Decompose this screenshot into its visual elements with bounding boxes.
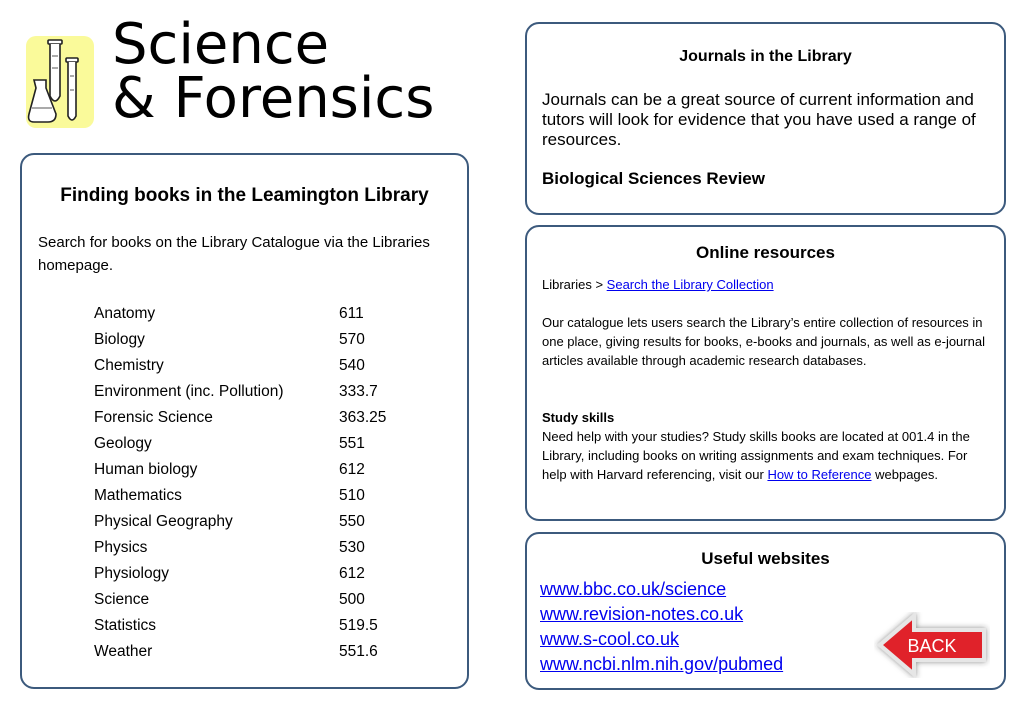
subject-classmark: 612 (339, 565, 365, 582)
books-panel (20, 153, 469, 689)
website-link-ncbi-pubmed[interactable]: www.ncbi.nlm.nih.gov/pubmed (540, 654, 784, 674)
useful-websites-title: Useful websites (701, 549, 830, 568)
website-list-item (540, 602, 783, 627)
subject-classmark: 530 (339, 539, 365, 556)
table-row (94, 327, 386, 353)
search-library-collection-link[interactable]: Search the Library Collection (606, 277, 774, 292)
table-row (94, 561, 386, 587)
books-intro-text: Search for books on the Library Catalogue via the Libraries homepage. (38, 234, 430, 274)
table-row (94, 431, 386, 457)
subject-name: Geology (94, 435, 152, 452)
study-skills-text (542, 427, 994, 484)
subject-classmark: 540 (339, 357, 365, 374)
subject-name: Human biology (94, 461, 198, 478)
table-row (94, 509, 386, 535)
journals-text: Journals can be a great source of current information and tutors will look for evidence that you have used a range of resources. (542, 90, 976, 149)
website-list-item (540, 627, 783, 652)
journals-panel-title: Journals in the Library (679, 48, 852, 65)
table-row (94, 639, 386, 665)
subject-name: Mathematics (94, 487, 182, 504)
website-link-revision-notes[interactable]: www.revision-notes.co.uk (540, 604, 744, 624)
online-resources-panel (525, 225, 1006, 521)
subject-classmark: 510 (339, 487, 365, 504)
subject-name: Statistics (94, 617, 157, 634)
breadcrumb-prefix: Libraries > (542, 277, 607, 292)
subject-classmark: 363.25 (339, 409, 387, 426)
subject-name: Physiology (94, 565, 169, 582)
subject-classmark: 611 (339, 305, 364, 322)
subject-classmark: 333.7 (339, 383, 378, 400)
study-skills-heading: Study skills (542, 410, 615, 425)
subject-name: Weather (94, 643, 153, 660)
subject-classmark: 500 (339, 591, 365, 608)
subject-classmark: 551.6 (339, 643, 378, 660)
subject-name: Physics (94, 539, 148, 556)
table-row (94, 301, 386, 327)
table-row (94, 613, 386, 639)
table-row (94, 535, 386, 561)
test-tubes-icon (26, 36, 94, 128)
subject-classmark: 550 (339, 513, 365, 530)
subject-name: Science (94, 591, 150, 608)
subject-classmark: 570 (339, 331, 365, 348)
subject-classmark: 612 (339, 461, 365, 478)
website-list (540, 577, 783, 677)
subject-name: Forensic Science (94, 409, 213, 426)
subject-classmark: 551 (339, 435, 365, 452)
back-button-label: BACK (907, 636, 957, 656)
subject-name: Biology (94, 331, 145, 348)
table-row (94, 379, 386, 405)
back-button[interactable] (874, 612, 990, 678)
table-row (94, 457, 386, 483)
subject-name: Physical Geography (94, 513, 233, 530)
table-row (94, 587, 386, 613)
study-skills-suffix: webpages. (871, 467, 938, 482)
table-row (94, 405, 386, 431)
website-list-item (540, 652, 783, 677)
website-list-item (540, 577, 783, 602)
title-line-2: & Forensics (112, 66, 435, 131)
breadcrumb (542, 275, 994, 294)
how-to-reference-link[interactable]: How to Reference (767, 467, 872, 482)
page-title (112, 12, 435, 131)
website-link-bbc[interactable]: www.bbc.co.uk/science (540, 579, 727, 599)
subject-classmark: 519.5 (339, 617, 378, 634)
table-row (94, 353, 386, 379)
journals-panel (525, 22, 1006, 215)
website-link-s-cool[interactable]: www.s-cool.co.uk (540, 629, 680, 649)
books-panel-title: Finding books in the Leamington Library (60, 185, 429, 206)
subject-name: Environment (inc. Pollution) (94, 383, 284, 400)
catalogue-description: Our catalogue lets users search the Library’s entire collection of resources in one place, giving results for books, e-books and journals, as well as e-journal articles available through academic research databases. (542, 315, 985, 368)
subject-name: Anatomy (94, 305, 156, 322)
subject-name: Chemistry (94, 357, 164, 374)
subject-classmark-table (94, 301, 386, 665)
online-resources-title: Online resources (696, 243, 835, 262)
journal-name: Biological Sciences Review (542, 169, 765, 188)
study-skills-body: Need help with your studies? Study skills books are located at 001.4 in the Library, including books on writing assignments and exam techniques. For help with Harvard referencing, visit our (542, 429, 970, 482)
title-line-1: Science (112, 12, 330, 77)
table-row (94, 483, 386, 509)
